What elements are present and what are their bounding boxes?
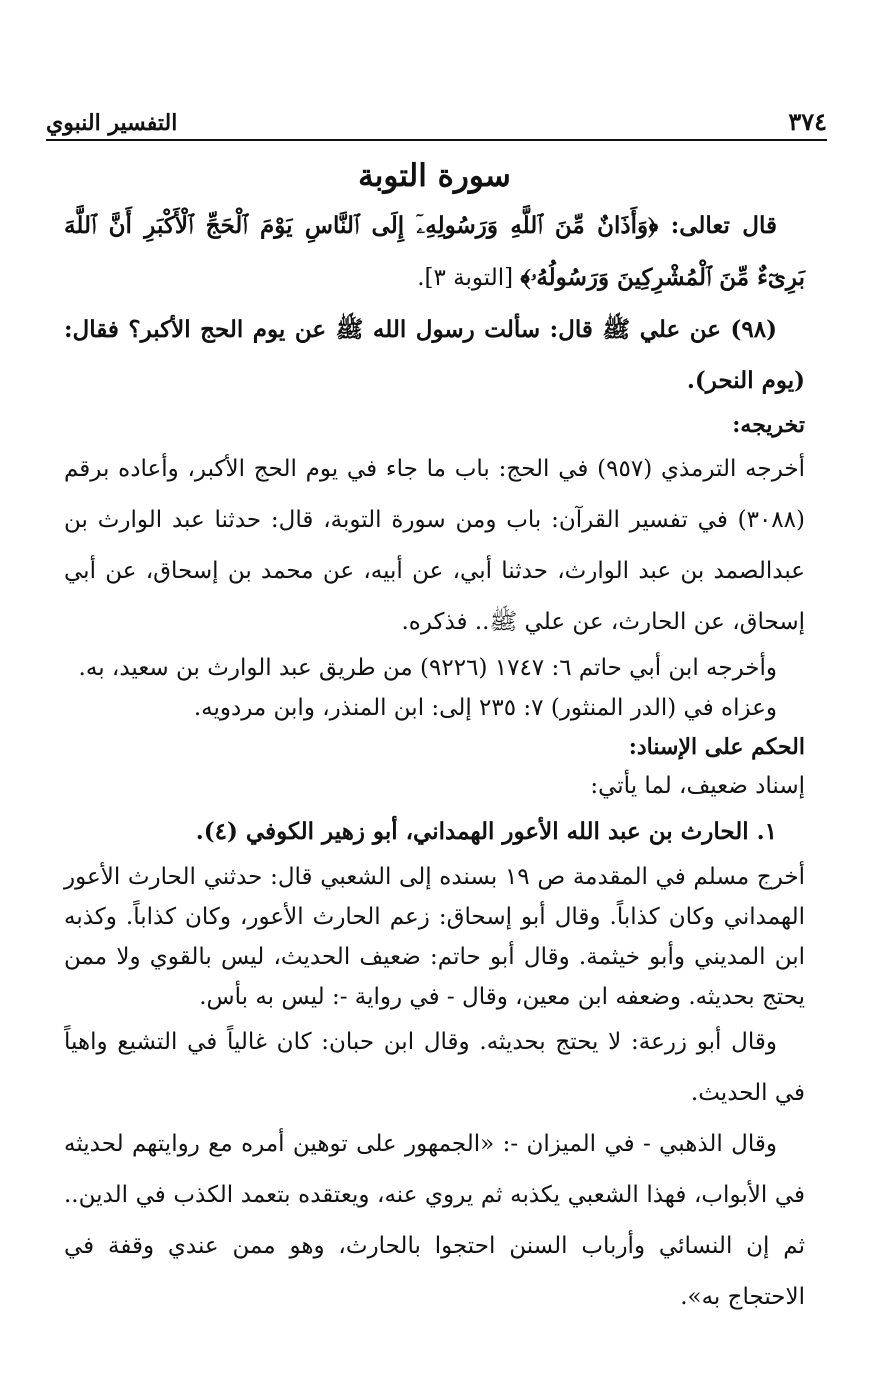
hukm-intro: إسناد ضعيف، لما يأتي: [590, 773, 805, 799]
verse-paragraph [64, 200, 805, 304]
verse-intro: قال تعالى: [658, 212, 777, 239]
hukm-paragraph-3: وقال الذهبي - في الميزان -: «الجمهور على توهين أمره مع روايتهم لحديثه في الأبواب، فهذا الشعبي يكذبه ثم يروي عنه، ويعتقده بتعمد الكذب في الدين.. ثم إن النسائي وأرباب السنن احتجوا بالحارث، وهو ممن عندي وقفة في الاحتجاج به». [64, 1131, 805, 1310]
page-body [64, 150, 805, 1323]
hukm-point-1: ١. الحارث بن عبد الله الأعور الهمداني، أبو زهير الكوفي (٤). [195, 818, 777, 845]
surah-title: سورة التوبة [358, 158, 511, 194]
hadith-text: (٩٨) عن علي ﷺ قال: سألت رسول الله ﷺ عن يوم الحج الأكبر؟ فقال: (يوم النحر). [64, 316, 805, 394]
page-number: ٣٧٤ [788, 107, 827, 136]
running-head [46, 98, 827, 136]
hukm-heading: الحكم على الإسناد: [628, 734, 805, 760]
takhrij-heading: تخريجه: [732, 412, 805, 438]
hukm-paragraph-2: وقال أبو زرعة: لا يحتج بحديثه. وقال ابن حبان: كان غالياً في التشيع واهياً في الحديث. [64, 1029, 805, 1106]
verse-reference: [التوبة ٣]. [417, 265, 521, 291]
verse-text: ﴿وَأَذَانٌ مِّنَ ٱللَّهِ وَرَسُولِهِۦٓ إِلَى ٱلنَّاسِ يَوْمَ ٱلْحَجِّ ٱلْأَكْبَرِ أَنَّ ٱللَّهَ بَرِىٓءٌ مِّنَ ٱلْمُشْرِكِينَ وَرَسُولُهُۥ﴾ [64, 212, 805, 291]
takhrij-paragraph-3: وعزاه في (الدر المنثور) ٧: ٢٣٥ إلى: ابن المنذر، وابن مردويه. [193, 695, 777, 721]
takhrij-paragraph-2: وأخرجه ابن أبي حاتم ٦: ١٧٤٧ (٩٢٢٦) من طريق عبد الوارث بن سعيد، به. [78, 655, 777, 681]
takhrij-paragraph-1: أخرجه الترمذي (٩٥٧) في الحج: باب ما جاء في يوم الحج الأكبر، وأعاده برقم (٣٠٨٨) في تفسير القرآن: باب ومن سورة التوبة، قال: حدثنا عبد الوارث بن عبدالصمد بن عبد الوارث، حدثنا أبي، عن أبيه، عن محمد بن إسحاق، عن أبي إسحاق، عن الحارث، عن علي ﷺ.. فذكره. [64, 456, 805, 635]
hukm-paragraph-1: أخرج مسلم في المقدمة ص ١٩ بسنده إلى الشعبي قال: حدثني الحارث الأعور الهمداني وكان كذاباً. وقال أبو إسحاق: زعم الحارث الأعور، وكان كذاباً. وكذبه ابن المديني وأبو خيثمة. وقال أبو حاتم: ضعيف الحديث، ليس بالقوي ولا ممن يحتج بحديثه. وضعفه ابن معين، وقال - في رواية -: ليس به بأس. [64, 864, 805, 1010]
header-rule [46, 139, 827, 141]
book-title: التفسير النبوي [46, 110, 178, 136]
